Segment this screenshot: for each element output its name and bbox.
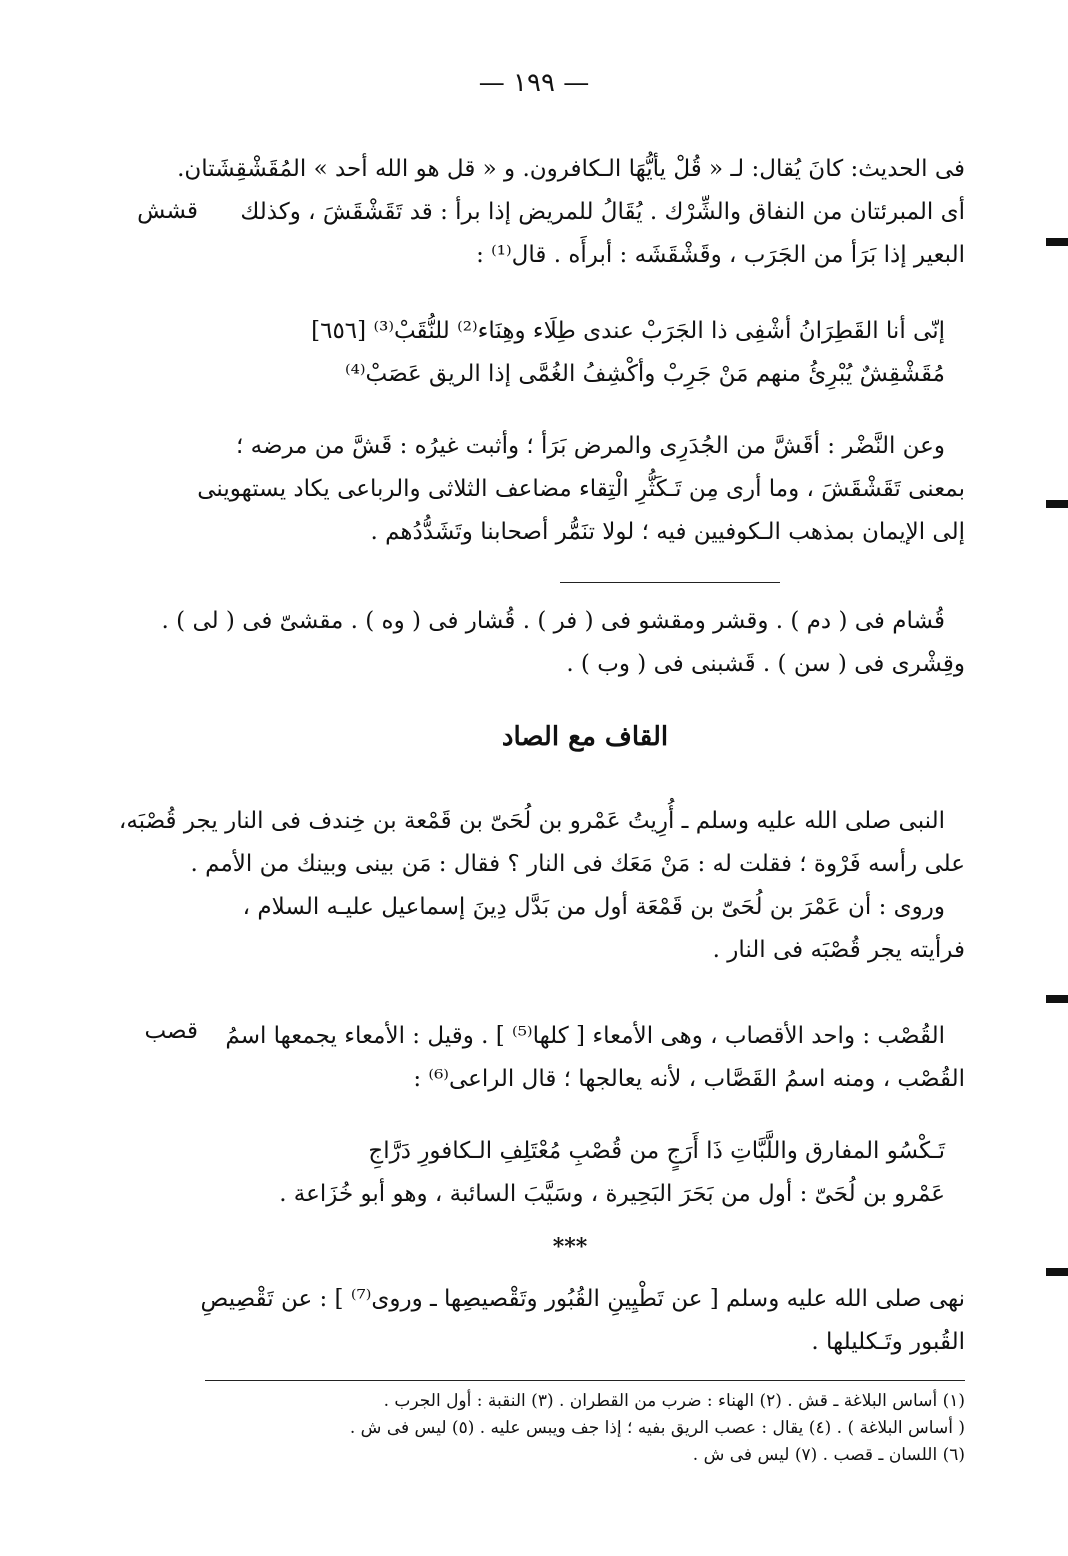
text-line: القُبور وتَـكليلها . [811, 1329, 965, 1355]
paragraph-nadr [197, 425, 965, 554]
text-line: بمعنى تَقَشْقَشَ ، وما أرى مِن تَـكَثُّرِ الْتِقاء مضاعف الثلاثى والرباعى يكاد يستهوينى [197, 476, 965, 502]
paragraph-qusb [205, 1015, 965, 1101]
footnote-line: (١) أساس البلاغة ـ قش . (٢) الهناء : ضرب من القطران . (٣) النقبة : أول الجرب . [383, 1391, 965, 1411]
verse-line: عَمْرو بن لُحَىّ : أول من بَحَرَ البَحِيرة ، وسَيَّبَ السائبة ، وهو أبو خُزَاعة . [279, 1181, 945, 1207]
edge-mark [1046, 500, 1068, 508]
text-line: على رأسه فَرْوة ؛ فقلت له : مَنْ مَعَك فى النار ؟ فقال : مَن بينى وبينك من الأمم . [190, 851, 965, 877]
text-line: وروى : أن عَمْرَ بن لُحَىّ بن قَمْعَة أول من بَدَّل دِينَ إسماعيل عليـه السلام ، [242, 894, 945, 920]
verse-line: تَـكْسُو المفارق واللَّبَّاتِ ذَا أَرَجٍ من قُصْبِ مُعْتَلِفِ الـكافورِ دَرَّاجِ [368, 1138, 945, 1164]
paragraph-taqsis [200, 1278, 965, 1364]
page-number: — ١٩٩ — [478, 68, 590, 98]
text-line: وعن النَّضْر : أقَشَّ من الجُدَرِى والمرض بَرَأ ؛ وأثبت غيرُه : قَشَّ من مرضه ؛ [236, 433, 945, 459]
verse-line: مُقَشْقِشٌ يُبْرِئُ منهم مَنْ جَرِبْ وأكْشِفُ الغُمَّى إذا الريق عَصَبْ⁽⁴⁾ [344, 361, 945, 387]
verse-line: إنّى أنا القَطِرَانُ أشْفِى ذا الجَرَبْ عندى طِلَاء وهِنَاء⁽²⁾ للنُّقَبْ⁽³⁾ [٦٥٦] [311, 318, 945, 344]
cross-references [161, 600, 965, 686]
text-line: نهى صلى الله عليه وسلم [ عن تَطْيِينِ القُبُور وتَقْصيصِها ـ وروى⁽⁷⁾ ] : عن تَقْصِيصِ [200, 1286, 965, 1312]
paragraph-amr-ibn-luhay [118, 800, 965, 972]
footnote-line: (٦) اللسان ـ قصب . (٧) ليس فى ش . [692, 1445, 965, 1465]
verse-qatiran [205, 310, 965, 396]
asterism-separator: *** [552, 1234, 588, 1260]
footnote-line: ( أساس البلاغة ) . (٤) يقال : عصب الريق بفيه ؛ إذا جف ويبس عليه . (٥) ليس فى ش . [349, 1418, 965, 1438]
text-line: وقِشْرى فى ( سن ) . قَشبنى فى ( وب ) . [566, 651, 965, 677]
text-line: فرأيته يجر قُصْبَه فى النار . [712, 937, 965, 963]
text-line: أى المبرئتان من النفاق والشِّرْك . يُقَالُ للمريض إذا برأ : قد تَقَشْقَشَ ، وكذلك [240, 199, 965, 225]
section-heading: القاف مع الصاد [501, 722, 669, 752]
text-line: إلى الإيمان بمذهب الـكوفيين فيه ؛ لولا تنَمُّر أصحابنا وتَشَدُّدُهم . [370, 519, 965, 545]
footnotes [205, 1388, 965, 1469]
text-line: القُصْب : واحد الأقصاب ، وهى الأمعاء [ كلها⁽⁵⁾ ] . وقيل : الأمعاء يجمعها اسمُ [225, 1023, 945, 1049]
text-line: البعير إذا بَرَأ من الجَرَب ، وقَشْقَشَه : أبرأَه . قال⁽¹⁾ : [476, 242, 965, 268]
edge-mark [1046, 995, 1068, 1003]
margin-headword-qasab: قصب [144, 1018, 198, 1044]
paragraph-hadith-muqashqishatan [177, 148, 965, 277]
edge-mark [1046, 1268, 1068, 1276]
footnote-divider [205, 1380, 965, 1381]
divider [560, 582, 780, 583]
edge-mark [1046, 238, 1068, 246]
text-line: فى الحديث: كانَ يُقال: لـ « قُلْ يأيُّهَا الـكافرون. و « قل هو الله أحد » المُقَشْقِشَتان. [177, 156, 965, 182]
margin-headword-qashsh: قشش [137, 198, 198, 224]
text-line: القُصْب ، ومنه اسمُ القَصَّاب ، لأنه يعالجها ؛ قال الراعى⁽⁶⁾ : [413, 1066, 965, 1092]
text-line: النبى صلى الله عليه وسلم ـ أُرِيتُ عَمْرو بن لُحَىّ بن قَمْعة بن خِندف فى النار يجر قُصْبَه، [118, 808, 945, 834]
verse-rai [205, 1130, 965, 1216]
text-line: قُشام فى ( دم ) . وقشر ومقشو فى ( فر ) . قُشار فى ( وه ) . مقشىّ فى ( لى ) . [161, 608, 945, 634]
